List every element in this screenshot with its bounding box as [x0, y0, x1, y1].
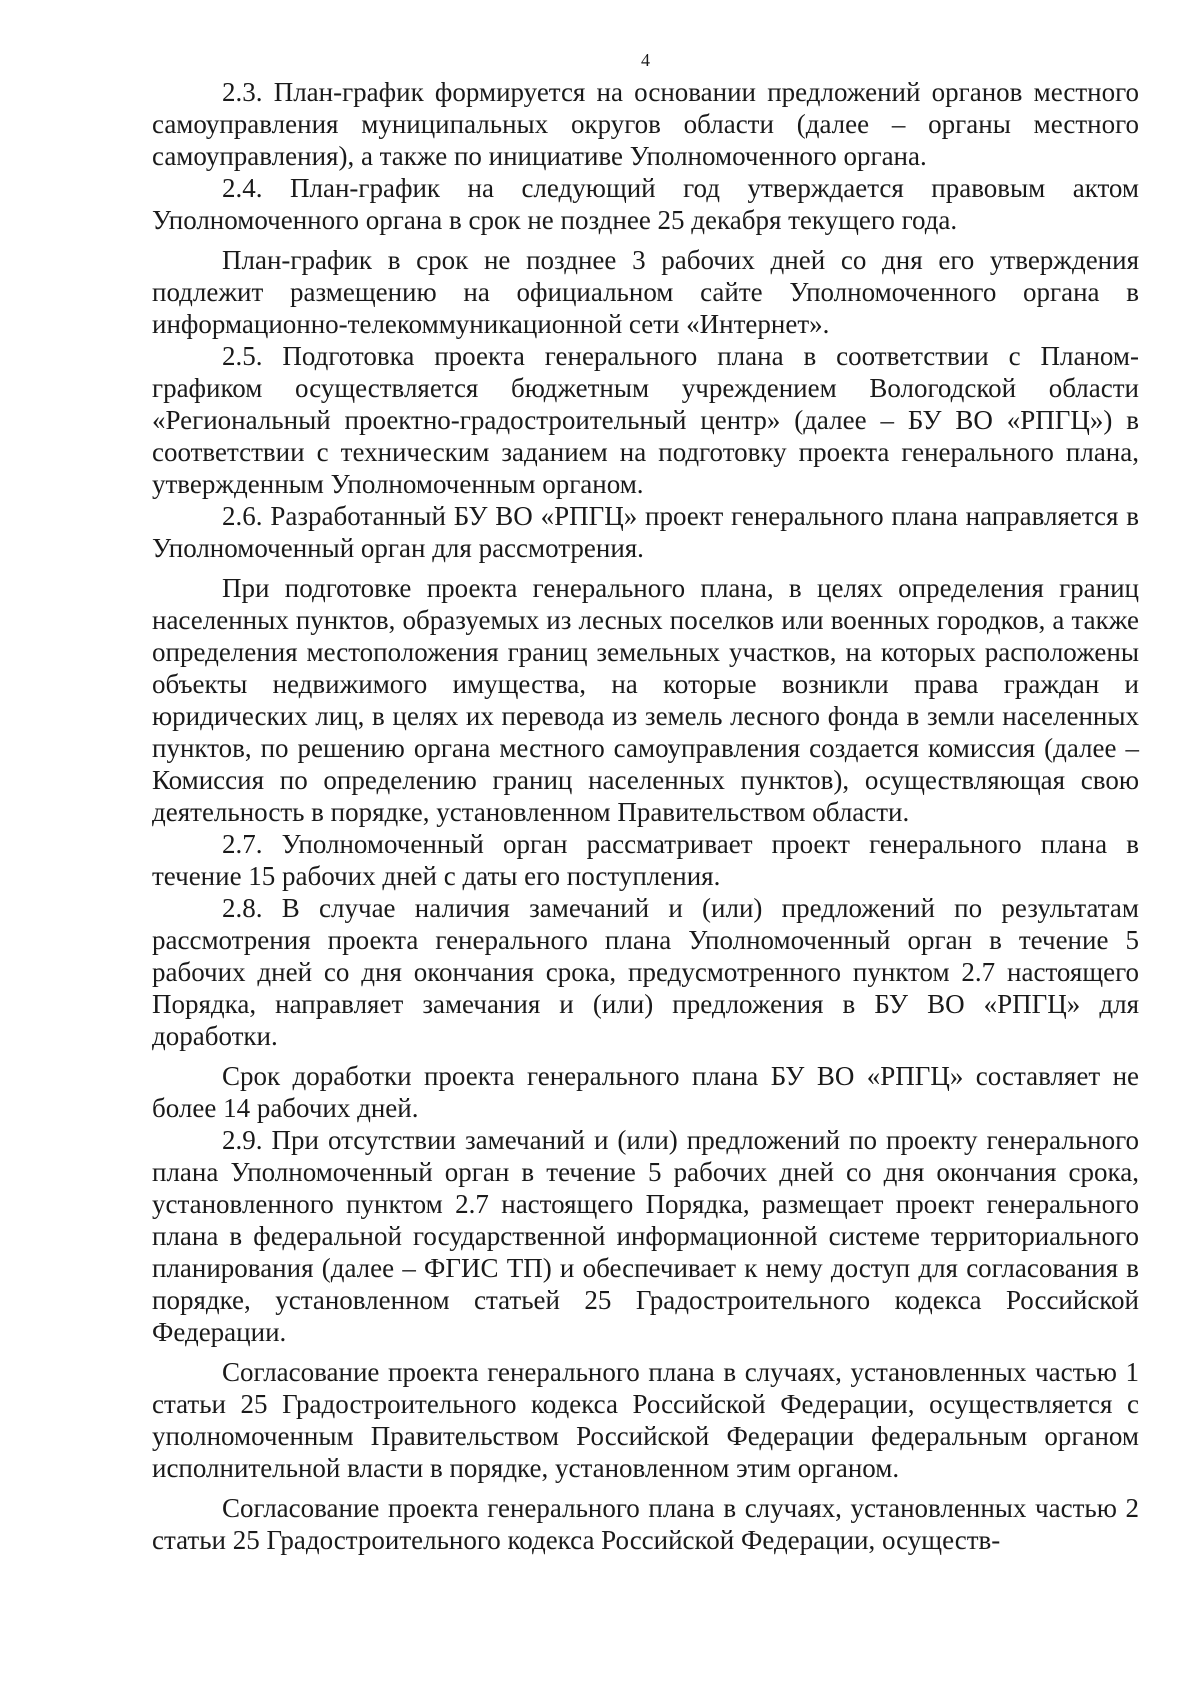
page-number: 4 [641, 50, 650, 70]
paragraph-revision-term: Срок доработки проекта генерального плана БУ ВО «РПГЦ» составляет не более 14 рабочих дней. [152, 1061, 1139, 1123]
paragraph-plan-publication: План-график в срок не позднее 3 рабочих дней со дня его утверждения подлежит размещению на официальном сайте Уполномоченного органа в информационно-телекоммуникационной сети «Интернет». [152, 245, 1139, 339]
document-page [152, 50, 1139, 1556]
paragraph-approval-part-1: Согласование проекта генерального плана в случаях, установленных частью 1 статьи 25 Градостроительного кодекса Российской Федерации, осуществляется с уполномоченным Правительством Российской Федерации федеральным органом исполнительной власти в порядке, установленном этим органом. [152, 1357, 1139, 1483]
paragraph-2-5: 2.5. Подготовка проекта генерального плана в соответствии с Планом-графиком осуществляется бюджетным учреждением Вологодской области «Региональный проектно-градостроительный центр» (далее – БУ ВО «РПГЦ») в соответствии с техническим заданием на подготовку проекта генерального плана, утвержденным Уполномоченным органом. [152, 341, 1139, 499]
paragraph-2-3: 2.3. План-график формируется на основании предложений органов местного самоуправления муниципальных округов области (далее – органы местного самоуправления), а также по инициативе Уполномоченного органа. [152, 77, 1139, 171]
paragraph-2-8: 2.8. В случае наличия замечаний и (или) предложений по результатам рассмотрения проекта генерального плана Уполномоченный орган в течение 5 рабочих дней со дня окончания срока, предусмотренного пунктом 2.7 настоящего Порядка, направляет замечания и (или) предложения в БУ ВО «РПГЦ» для доработки. [152, 893, 1139, 1051]
paragraph-2-9: 2.9. При отсутствии замечаний и (или) предложений по проекту генерального плана Уполномоченный орган в течение 5 рабочих дней со дня окончания срока, установленного пунктом 2.7 настоящего Порядка, размещает проект генерального плана в федеральной государственной информационной системе территориального планирования (далее – ФГИС ТП) и обеспечивает к нему доступ для согласования в порядке, установленном статьей 25 Градостроительного кодекса Российской Федерации. [152, 1125, 1139, 1347]
paragraph-approval-part-2: Согласование проекта генерального плана в случаях, установленных частью 2 статьи 25 Градостроительного кодекса Российской Федерации, осуществ- [152, 1493, 1139, 1555]
paragraph-2-4: 2.4. План-график на следующий год утверждается правовым актом Уполномоченного органа в срок не позднее 25 декабря текущего года. [152, 173, 1139, 235]
paragraph-boundaries-commission: При подготовке проекта генерального плана, в целях определения границ населенных пунктов, образуемых из лесных поселков или военных городков, а также определения местоположения границ земельных участков, на которых расположены объекты недвижимого имущества, на которые возникли права граждан и юридических лиц, в целях их перевода из земель лесного фонда в земли населенных пунктов, по решению органа местного самоуправления создается комиссия (далее – Комиссия по определению границ населенных пунктов), осуществляющая свою деятельность в порядке, установленном Правительством области. [152, 573, 1139, 827]
paragraph-2-6: 2.6. Разработанный БУ ВО «РПГЦ» проект генерального плана направляется в Уполномоченный орган для рассмотрения. [152, 501, 1139, 563]
paragraph-2-7: 2.7. Уполномоченный орган рассматривает проект генерального плана в течение 15 рабочих дней с даты его поступления. [152, 829, 1139, 891]
